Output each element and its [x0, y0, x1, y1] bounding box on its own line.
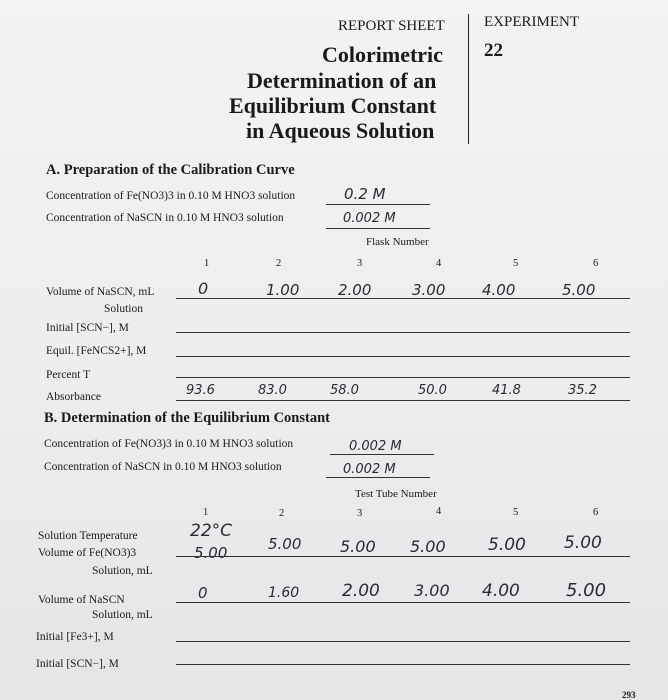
fe-volume-value-2: 5.00	[268, 535, 302, 553]
absorbance-line	[176, 400, 630, 401]
absorbance-label: Absorbance	[46, 391, 101, 403]
flask-number-5: 5	[513, 258, 519, 269]
fe-conc-value-a: 0.2 M	[344, 185, 386, 203]
absorbance-value-6: 35.2	[568, 383, 597, 398]
absorbance-value-4: 50.0	[418, 383, 447, 398]
fe-volume-label: Volume of Fe(NO3)3	[38, 547, 137, 559]
scn-conc-value-a: 0.002 M	[343, 211, 396, 226]
tube-number-5: 5	[513, 507, 519, 518]
nascn-volume-value-1: 0	[198, 584, 208, 602]
volume-row-line-a	[176, 298, 630, 299]
tube-number-2: 2	[279, 508, 285, 519]
initial-scn-label-b: Initial [SCN−], M	[36, 658, 119, 670]
nascn-volume-value-6: 5.00	[566, 580, 607, 601]
volume-value-3: 2.00	[338, 281, 372, 299]
nascn-volume-line	[176, 602, 630, 603]
test-tube-number-label: Test Tube Number	[355, 488, 437, 500]
flask-number-2: 2	[276, 258, 282, 269]
volume-value-5: 4.00	[482, 281, 516, 299]
section-b-heading: B. Determination of the Equilibrium Constant	[44, 410, 330, 426]
initial-fe-line	[176, 641, 630, 642]
scn-conc-label-b: Concentration of NaSCN in 0.10 M HNO3 solution	[44, 461, 282, 473]
report-sheet-label: REPORT SHEET	[338, 18, 445, 34]
solution-temperature-label: Solution Temperature	[38, 530, 138, 542]
nascn-volume-value-4: 3.00	[414, 581, 450, 600]
volume-value-1: 0	[198, 279, 209, 298]
scn-conc-value-b: 0.002 M	[343, 462, 396, 477]
fe-volume-value-6: 5.00	[564, 533, 602, 553]
experiment-number: 22	[484, 40, 503, 61]
title-line-2: Determination of an	[247, 68, 437, 93]
initial-scn-line-a	[176, 332, 630, 333]
section-a-heading: A. Preparation of the Calibration Curve	[46, 162, 295, 178]
fe-volume-label2: Solution, mL	[92, 565, 153, 577]
initial-scn-label-a: Initial [SCN−], M	[46, 322, 129, 334]
tube-number-4: 4	[436, 506, 442, 517]
scn-conc-line-a	[326, 228, 430, 229]
tube-number-3: 3	[357, 508, 363, 519]
initial-fe-label: Initial [Fe3+], M	[36, 631, 114, 643]
absorbance-value-1: 93.6	[186, 383, 215, 398]
flask-number-4: 4	[436, 258, 442, 269]
initial-scn-line-b	[176, 664, 630, 665]
nascn-volume-value-3: 2.00	[342, 581, 380, 601]
volume-nascn-label2-a: Solution	[104, 303, 143, 315]
nascn-volume-value-5: 4.00	[482, 581, 520, 601]
fe-conc-line-b	[330, 454, 434, 455]
volume-value-4: 3.00	[412, 281, 446, 299]
nascn-volume-label2-b: Solution, mL	[92, 609, 153, 621]
fe-volume-value-4: 5.00	[410, 537, 446, 556]
scn-conc-line-b	[326, 477, 430, 478]
solution-temperature-value: 22°C	[190, 521, 233, 541]
equil-fencs-label: Equil. [FeNCS2+], M	[46, 345, 147, 357]
flask-number-6: 6	[593, 258, 599, 269]
flask-number-label: Flask Number	[366, 236, 429, 248]
nascn-volume-value-2: 1.60	[268, 585, 300, 601]
percent-t-line	[176, 377, 630, 378]
title-line-1: Colorimetric	[322, 42, 443, 67]
fe-volume-value-5: 5.00	[488, 535, 526, 555]
experiment-label: EXPERIMENT	[484, 14, 579, 30]
absorbance-value-3: 58.0	[330, 383, 359, 398]
volume-value-6: 5.00	[562, 281, 596, 299]
fe-conc-label-a: Concentration of Fe(NO3)3 in 0.10 M HNO3 solution	[46, 190, 296, 202]
fe-volume-line	[176, 556, 630, 557]
fe-volume-value-1: 5.00	[194, 544, 228, 562]
fe-conc-line-a	[326, 204, 430, 205]
volume-value-2: 1.00	[266, 281, 300, 299]
tube-number-1: 1	[203, 507, 209, 518]
tube-number-6: 6	[593, 507, 599, 518]
percent-t-label: Percent T	[46, 369, 91, 381]
nascn-volume-label-b: Volume of NaSCN	[38, 594, 125, 606]
header-divider	[468, 14, 469, 144]
title-line-4: in Aqueous Solution	[246, 118, 435, 143]
absorbance-value-5: 41.8	[492, 383, 521, 398]
fe-conc-label-b: Concentration of Fe(NO3)3 in 0.10 M HNO3 solution	[44, 438, 294, 450]
title-line-3: Equilibrium Constant	[229, 93, 437, 118]
fe-volume-value-3: 5.00	[340, 537, 376, 556]
scn-conc-label-a: Concentration of NaSCN in 0.10 M HNO3 solution	[46, 212, 284, 224]
flask-number-1: 1	[204, 258, 210, 269]
page-number: 293	[622, 690, 636, 700]
volume-nascn-label-a: Volume of NaSCN, mL	[46, 286, 155, 298]
fe-conc-value-b: 0.002 M	[349, 439, 402, 454]
absorbance-value-2: 83.0	[258, 383, 287, 398]
equil-fencs-line	[176, 356, 630, 357]
flask-number-3: 3	[357, 258, 363, 269]
